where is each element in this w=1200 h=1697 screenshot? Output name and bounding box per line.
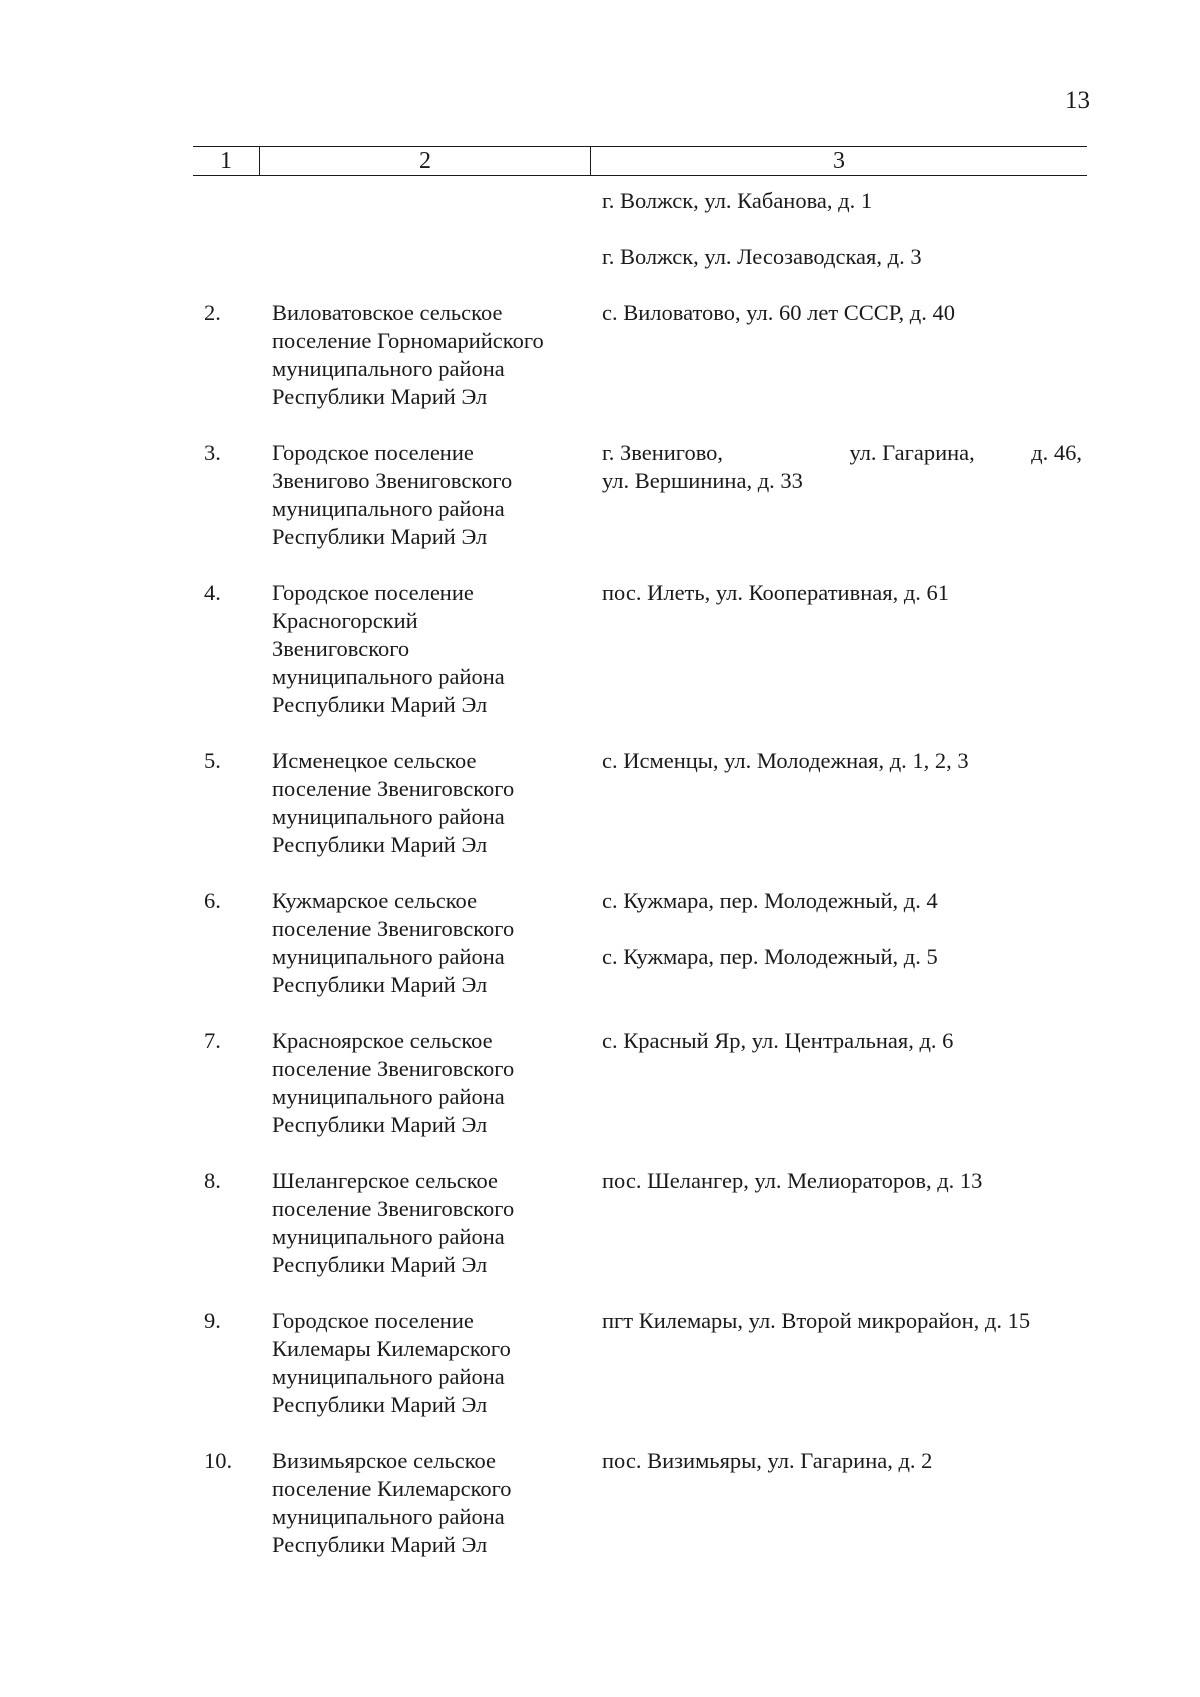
row-number: 3. xyxy=(204,440,221,465)
row-number: 10. xyxy=(204,1448,233,1473)
table-header xyxy=(193,146,1087,176)
address-cell xyxy=(602,747,1082,859)
settlement-name: Шелангерское сельское поселение Звениговского муниципального района Республики Марий Эл xyxy=(272,1168,515,1277)
settlement-name: Виловатовское сельское поселение Горномарийского муниципального района Республики Марий Эл xyxy=(272,300,544,409)
settlement-name: Кужмарское сельское поселение Звениговского муниципального района Республики Марий Эл xyxy=(272,888,515,997)
address-line: с. Кужмара, пер. Молодежный, д. 5 xyxy=(602,944,938,969)
table-row xyxy=(0,1447,1200,1559)
address-cell xyxy=(602,299,1082,411)
table-row xyxy=(0,747,1200,859)
row-number: 5. xyxy=(204,748,221,773)
table-row xyxy=(0,187,1200,271)
header-col-2: 2 xyxy=(260,147,591,175)
table-row xyxy=(0,1307,1200,1419)
settlement-name: Городское поселение Звенигово Звениговского муниципального района Республики Марий Эл xyxy=(272,440,513,549)
header-col-3: 3 xyxy=(833,148,845,174)
row-number: 8. xyxy=(204,1168,221,1193)
row-number: 4. xyxy=(204,580,221,605)
row-number: 9. xyxy=(204,1308,221,1333)
address-line: пос. Визимьяры, ул. Гагарина, д. 2 xyxy=(602,1448,933,1473)
address-line: с. Красный Яр, ул. Центральная, д. 6 xyxy=(602,1028,954,1053)
address-line: г. Волжск, ул. Кабанова, д. 1 xyxy=(602,188,873,213)
table-body xyxy=(0,187,1200,1559)
row-number xyxy=(0,187,240,271)
settlement-name: Исменецкое сельское поселение Звениговского муниципального района Республики Марий Эл xyxy=(272,748,515,857)
table-row xyxy=(0,887,1200,999)
address-line: г. Звенигово, ул. Гагарина, д. 46, xyxy=(602,440,1082,465)
table-row xyxy=(0,579,1200,719)
settlement-name xyxy=(272,187,602,271)
address-line: пос. Шелангер, ул. Мелиораторов, д. 13 xyxy=(602,1168,983,1193)
header-col-1: 1 xyxy=(193,147,260,175)
address-line: г. Волжск, ул. Лесозаводская, д. 3 xyxy=(602,244,922,269)
address-cell xyxy=(602,187,1082,271)
row-number: 7. xyxy=(204,1028,221,1053)
address-cell xyxy=(602,887,1082,999)
settlement-name: Городское поселение Килемары Килемарского муниципального района Республики Марий Эл xyxy=(272,1308,511,1417)
table-row xyxy=(0,1027,1200,1139)
address-line: пос. Илеть, ул. Кооперативная, д. 61 xyxy=(602,580,950,605)
address-line: пгт Килемары, ул. Второй микрорайон, д. 15 xyxy=(602,1308,1031,1333)
table-row xyxy=(0,299,1200,411)
row-number: 6. xyxy=(204,888,221,913)
address-cell xyxy=(602,1027,1082,1139)
address-line: с. Кужмара, пер. Молодежный, д. 4 xyxy=(602,888,938,913)
address-cell xyxy=(602,1307,1082,1419)
address-cell xyxy=(602,439,1082,551)
address-cell xyxy=(602,1167,1082,1279)
address-cell xyxy=(602,1447,1082,1559)
address-line: с. Виловатово, ул. 60 лет СССР, д. 40 xyxy=(602,300,955,325)
settlement-name: Красноярское сельское поселение Звениговского муниципального района Республики Марий Эл xyxy=(272,1028,515,1137)
address-line: с. Исменцы, ул. Молодежная, д. 1, 2, 3 xyxy=(602,748,969,773)
address-cell xyxy=(602,579,1082,719)
table-row xyxy=(0,1167,1200,1279)
table-row xyxy=(0,439,1200,551)
settlement-name: Визимьярское сельское поселение Килемарского муниципального района Республики Марий Эл xyxy=(272,1448,512,1557)
settlement-name: Городское поселение Красногорский Звениговского муниципального района Республики Марий Эл xyxy=(272,580,505,717)
address-line: ул. Вершинина, д. 33 xyxy=(602,468,803,493)
page-number: 13 xyxy=(1065,87,1090,114)
row-number: 2. xyxy=(204,300,221,325)
